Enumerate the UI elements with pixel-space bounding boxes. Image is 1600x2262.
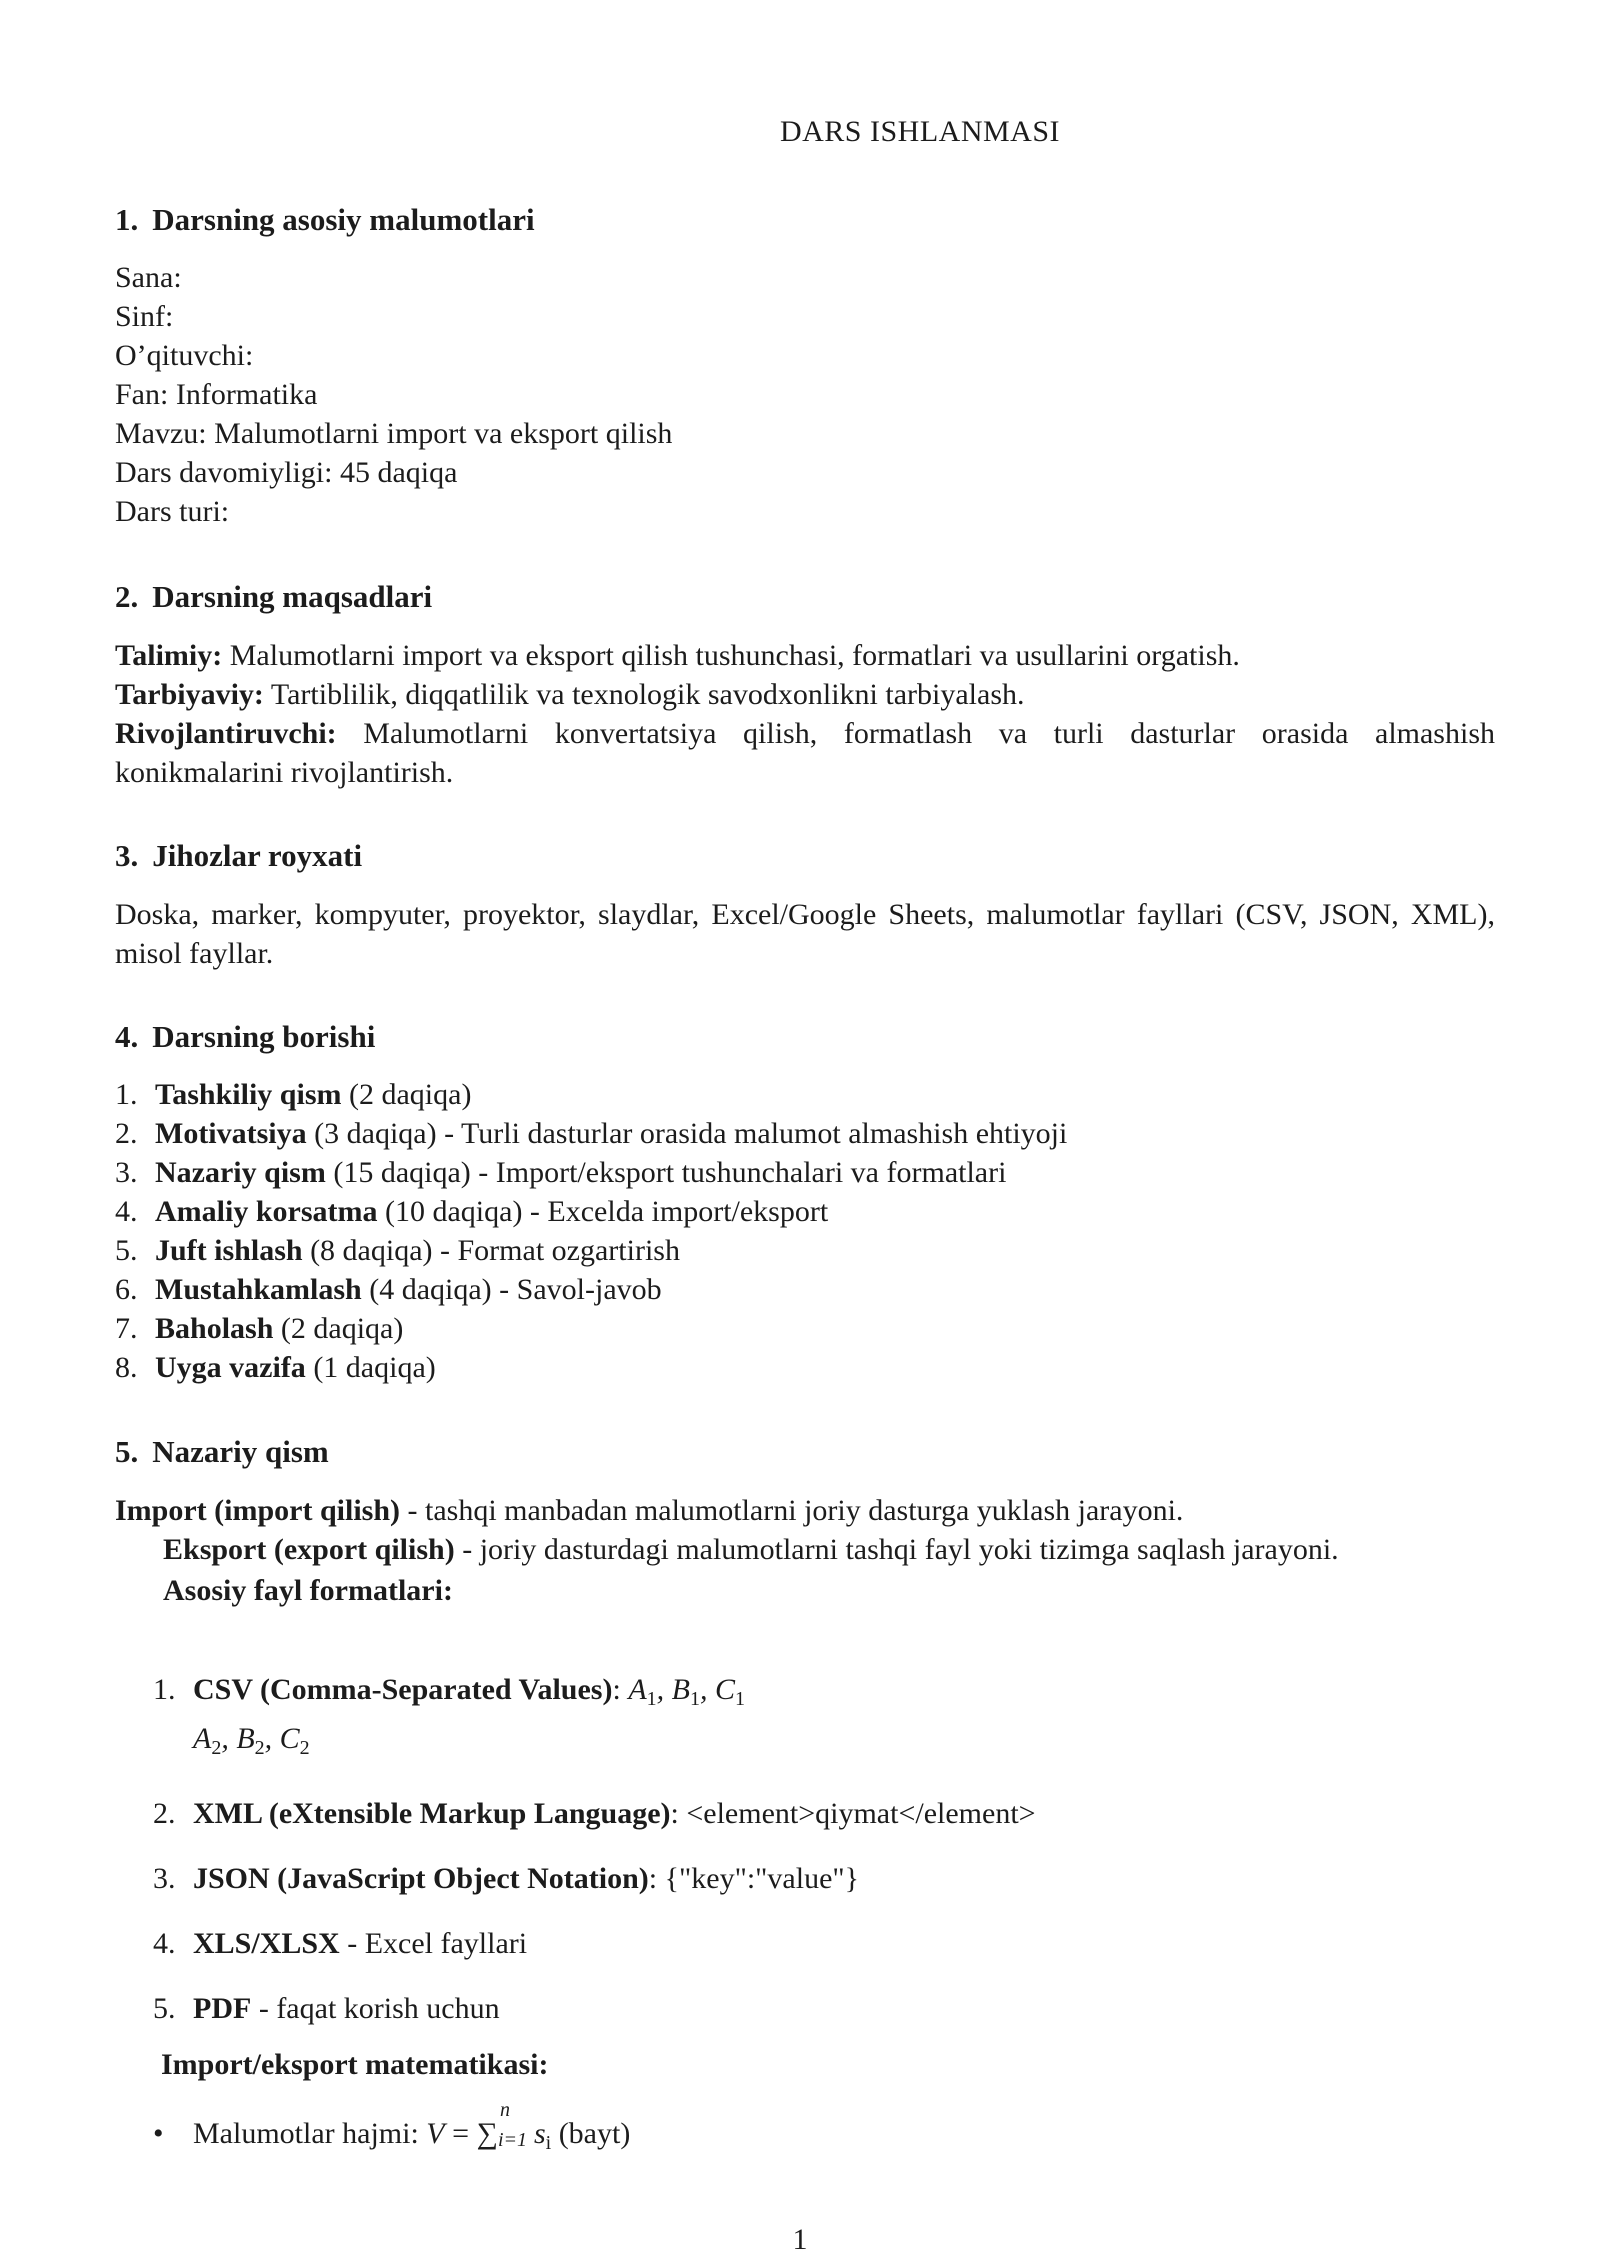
formats-heading: Asosiy fayl formatlari:	[163, 1574, 453, 1607]
list-item: 3. Nazariy qism (15 daqiqa) - Import/eksport tushunchalari va formatlari	[115, 1156, 1007, 1189]
list-item: 3. JSON (JavaScript Object Notation): {"key":"value"}	[153, 1862, 860, 1895]
list-item: 6. Mustahkamlash (4 daqiqa) - Savol-javob	[115, 1273, 662, 1306]
section-5-heading: 5. Nazariy qism	[115, 1434, 329, 1469]
list-item: 1. CSV (Comma-Separated Values): $A_1$, $B_1$, $C_1$ $A_2$, $B_2$, $C_2$	[153, 1673, 745, 1759]
info-subject: Fan: Informatika	[115, 378, 318, 411]
file-formats-list	[153, 1670, 1453, 2054]
equipment-list: Doska, marker, kompyuter, proyektor, slaydlar, Excel/Google Sheets, malumotlar fayllari (CSV, JSON, XML), misol fayllar.	[115, 898, 1495, 970]
list-item: 5. Juft ishlash (8 daqiqa) - Format ozgartirish	[115, 1234, 680, 1267]
section-2-heading: 2. Darsning maqsadlari	[115, 579, 433, 614]
info-duration: Dars davomiyligi: 45 daqiqa	[115, 456, 458, 489]
bullet-icon: •	[153, 2117, 164, 2150]
info-date: Sana:	[115, 261, 182, 294]
goal-tarbiyaviy: Tarbiyaviy: Tartiblilik, diqqatlilik va texnologik savodxonlikni tarbiyalash.	[115, 678, 1025, 711]
info-teacher: O’qituvchi:	[115, 339, 254, 372]
list-item: 7. Baholash (2 daqiqa)	[115, 1312, 404, 1345]
list-item: 2. Motivatsiya (3 daqiqa) - Turli dasturlar orasida malumot almashish ehtiyoji	[115, 1117, 1068, 1150]
section-3-heading: 3. Jihozlar royxati	[115, 838, 363, 873]
goal-talimiy: Talimiy: Malumotlarni import va eksport qilish tushunchasi, formatlari va usullarini orgatish.	[115, 639, 1240, 672]
section-4-heading: 4. Darsning borishi	[115, 1019, 376, 1054]
info-class: Sinf:	[115, 300, 174, 333]
import-definition: Import (import qilish) - tashqi manbadan malumotlarni joriy dasturga yuklash jarayoni.	[115, 1494, 1184, 1527]
eksport-definition: Eksport (export qilish) - joriy dasturdagi malumotlarni tashqi fayl yoki tizimga saqlash jarayoni.	[163, 1533, 1339, 1566]
lesson-steps	[115, 1075, 1495, 1387]
list-item: 8. Uyga vazifa (1 daqiqa)	[115, 1351, 436, 1384]
list-item: 4. Amaliy korsatma (10 daqiqa) - Excelda import/eksport	[115, 1195, 829, 1228]
info-type: Dars turi:	[115, 495, 230, 528]
goal-rivojlantiruvchi: Rivojlantiruvchi: Malumotlarni konvertatsiya qilish, formatlash va turli dasturlar orasida almashish konikmalarini rivojlantirish.	[115, 717, 1495, 789]
lesson-goals	[115, 636, 1495, 792]
info-topic: Mavzu: Malumotlarni import va eksport qilish	[115, 417, 673, 450]
list-item: 5. PDF - faqat korish uchun	[153, 1992, 500, 2025]
math-heading: Import/eksport matematikasi:	[161, 2048, 549, 2081]
list-item: 4. XLS/XLSX - Excel fayllari	[153, 1927, 528, 1960]
page-number: 1	[792, 2223, 808, 2256]
lesson-info	[115, 258, 1495, 531]
list-item: 2. XML (eXtensible Markup Language): <element>qiymat</element>	[153, 1797, 1036, 1830]
section-1-heading: 1. Darsning asosiy malumotlari	[115, 202, 535, 237]
list-item: 1. Tashkiliy qism (2 daqiqa)	[115, 1078, 472, 1111]
math-bullet: • Malumotlar hajmi: V = ∑ n i=1 $s_i$ (bayt)	[153, 2099, 631, 2154]
document-title: DARS ISHLANMASI	[779, 115, 1061, 148]
theory-definitions	[115, 1491, 1495, 1610]
